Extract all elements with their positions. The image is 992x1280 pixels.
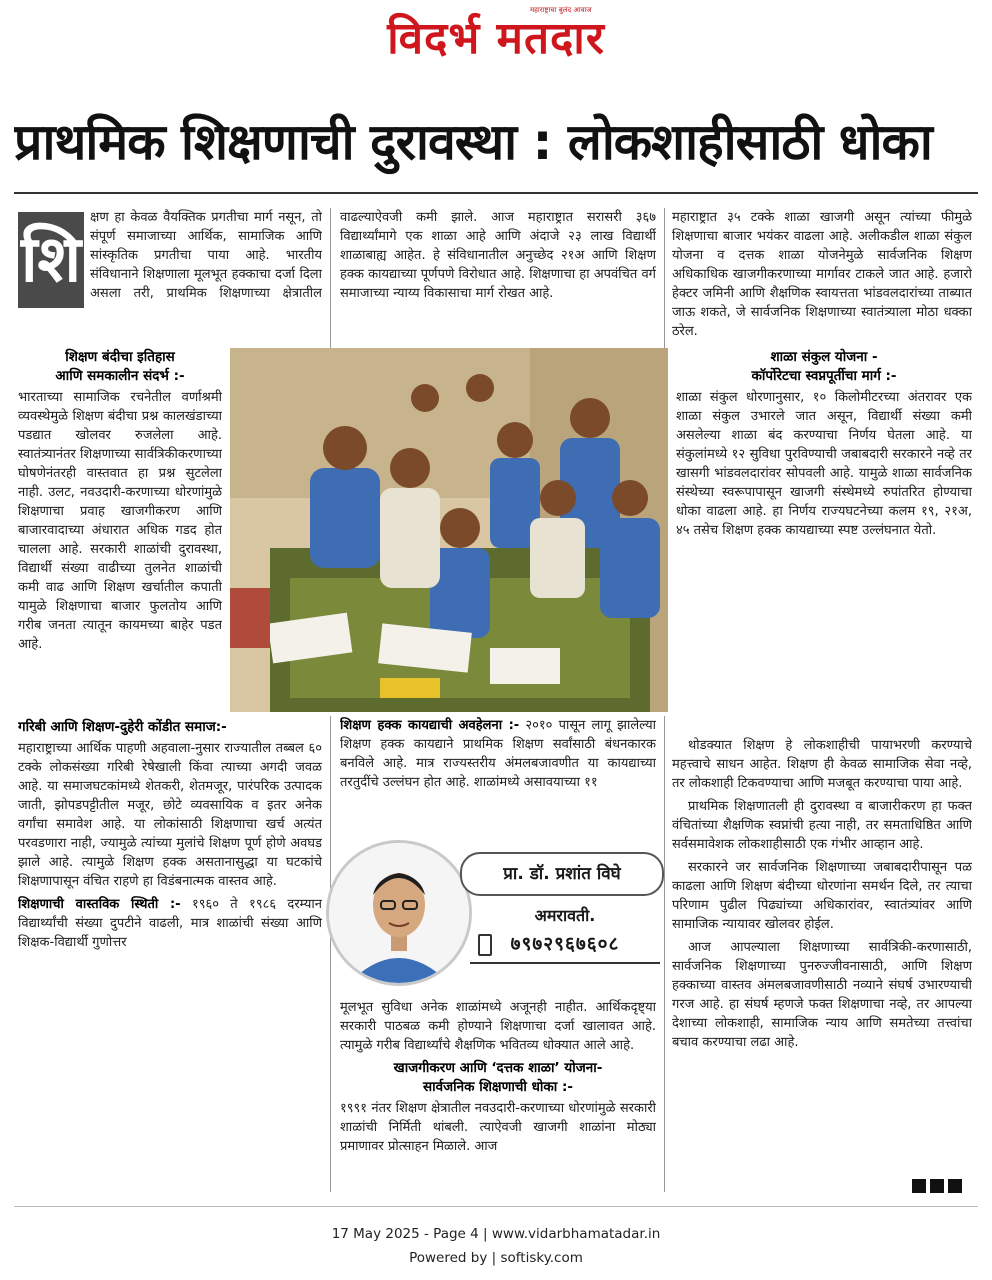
section2-text: महाराष्ट्राच्या आर्थिक पाहणी अहवाला-नुसार राज्यातील तब्बल ६० टक्के लोकसंख्या गरिबी रेषेखाली किंवा त्याच्या अगदी जवळ आहे. या समाजघटकांमध्ये शेतकरी, शेतमजूर, पारंपरिक उत्पादक जाती, झोपडपट्टीतील मजूर, छोटे व्यवसायिक व इतर अनेक वर्गांचा समावेश आहे. या लोकांसाठी शिक्षणाचा खर्च अत्यंत परवडणारा नाही, ज्यामुळे त्यांच्या मुलांचे शिक्षण पूर्ण होणे अवघड झाले आहे. त्यामुळे शिक्षण हक्क असतानासुद्धा या घटकांचे शिक्षणापासून वंचित राहणे हा विडंबनात्मक वास्तव आहे. [18,741,322,889]
footer-powered-by[interactable]: Powered by | softisky.com [409,1250,583,1266]
section4-heading: शिक्षण हक्क कायद्याची अवहेलना :- [340,718,520,733]
section3-paragraph [18,895,322,952]
section6-text: शाळा संकुल धोरणानुसार, १० किलोमीटरच्या अंतरावर एक शाळा संकुल उभारले जात असून, विद्यार्थी संख्या कमी असलेल्या शाळा बंद करण्याचा निर्णय घेतला आहे. या संकुलांमध्ये १२ सुविधा पुरविण्याची जबाबदारी सरकारने नव्हे तर खासगी भांडवलदारांवर सोपवली आहे. यामुळे शाळा सार्वजनिक संस्थेच्या स्वरूपापासून खाजगी संस्थेमध्ये रुपांतरित होण्याचा धोका वाढला आहे. हा निर्णय राज्यघटनेच्या कलम १९, २१अ, ४५ तसेच शिक्षण हक्क कायद्याच्या स्पष्ट उल्लंघनात येतो. [676,390,972,538]
author-phone: ७९७२९६७६०८ [510,933,620,955]
section5-text: १९९१ नंतर शिक्षण क्षेत्रातील नवउदारी-करणाच्या धोरणांमुळे सरकारी शाळांची निर्मिती थांबली. त्याऐवजी खाजगी शाळांना मोठ्या प्रमाणावर प्रोत्साहन मिळाले. आज [340,1101,656,1154]
masthead-tagline: महाराष्ट्राचा बुलंद आवाज [530,6,592,14]
author-name: प्रा. डॉ. प्रशांत विघे [460,852,664,896]
col1-lower [18,716,322,1184]
col2-bottom [340,998,656,1184]
conclusion-paragraph-1: थोडक्यात शिक्षण हे लोकशाहीची पायाभरणी करण्याचे महत्त्वाचे साधन आहेत. शिक्षण ही केवळ सामाजिक सेवा नव्हे, तर लोकशाही टिकवण्याचा आणि मजबूत करण्याचा पाया आहे. [672,738,972,791]
author-city: अमरावती. [534,906,596,925]
headline-rule [14,192,978,194]
newspaper-logo[interactable]: विदर्भ मतदार [387,13,605,64]
section4-text: २०१० पासून लागू झालेल्या शिक्षण हक्क कायद्याने प्राथमिक शिक्षण सर्वांसाठी बंधनकारक बनविले आहे. मात्र राज्यस्तरीय अंमलबजावणीत या कायद्याच्या तरतुदींचे उल्लंघन होत आहे. शाळांमध्ये असावयाच्या ११ [340,718,656,790]
section4-paragraph [340,716,656,792]
col3-lower [672,736,972,1176]
col2-mid [340,716,656,826]
section3-text: १९६० ते १९८६ दरम्यान विद्यार्थ्यांची संख्या दुपटीने वाढली, मात्र शाळांची संख्या आणि शिक्षक-विद्यार्थी गुणोत्तर [18,897,322,950]
section6-heading: शाळा संकुल योजना - कॉर्पोरेटचा स्वप्नपूर्तीचा मार्ग :- [751,349,897,384]
section1-text: भारताच्या सामाजिक रचनेतील वर्णाश्रमी व्यवस्थेमुळे शिक्षण बंदीचा प्रश्न कालखंडाच्या पडद्यात खोलवर रुजलेला आहे. स्वातंत्र्यानंतर शिक्षणाच्या सार्वत्रिकीकरणाच्या घोषणेनंतरही वास्तवात हा प्रश्न सुटलेला नाही. उलट, नवउदारी-करणाच्या धोरणांमुळे शिक्षणाचा प्रवाह खाजगीकरण आणि बाजारवादाच्या अंधारात अधिक गडद होत चालला आहे. सरकारी शाळांची दुरावस्था, विद्यार्थी संख्या वाढीच्या तुलनेत शाळांची कमी वाढ आणि शिक्षण खर्चातील कपाती यामुळे शिक्षणाचा बाजार फुलतोय आणि गरीब जनता त्यातून कायमच्या बाहेर पडत आहे. [18,390,222,652]
col3-top [672,208,972,346]
column-divider-2 [664,208,665,348]
conclusion-paragraph-4: आज आपल्याला शिक्षणाच्या सार्वत्रिकी-करणासाठी, सार्वजनिक शिक्षणाच्या पुनरुज्जीवनासाठी, आणि शिक्षण हक्काच्या वास्तव अंमलबजावणीसाठी नव्याने संघर्ष उभारण्याची गरज आहे. हा संघर्ष म्हणजे फक्त शिक्षणाचा नव्हे, तर आपल्या देशाच्या लोकशाही, सामाजिक न्याय आणि समतेच्या तत्त्वांचा बचाव करण्याचा लढा आहे. [672,940,972,1050]
section3-heading: शिक्षणाची वास्तविक स्थिती :- [18,897,181,912]
author-photo [326,840,472,986]
col3-top-text: महाराष्ट्रात ३५ टक्के शाळा खाजगी असून त्यांच्या फीमुळे शिक्षणाचा बाजार भयंकर वाढला आहे. अलीकडील शाळा संकुल योजना व दत्तक शाळा योजनेमुळे सार्वजनिक शिक्षण अधिकाधिक खाजगीकरणाच्या मार्गावर टाकले जात आहे. हजारो हेक्टर जमिनी आणि शैक्षणिक स्वायत्तता भांडवलदारांच्या ताब्यात जाऊ शकते, जे सार्वजनिक शिक्षणाच्या स्वातंत्र्याला मोठा धक्का ठरेल. [672,210,972,339]
column-divider-1 [330,208,331,348]
col1-narrow [18,346,222,708]
col1-intro [90,208,322,304]
col3-narrow [676,346,972,716]
intro-text: क्षण हा केवळ वैयक्तिक प्रगतीचा मार्ग नसून, तो संपूर्ण समाजाच्या आर्थिक, सामाजिक आणि सांस्कृतिक प्रगतीचा पाया आहे. भारतीय संविधानाने शिक्षणाला मूलभूत हक्काचा दर्जा दिला असला तरी, प्राथमिक शिक्षणाच्या क्षेत्रातील [90,210,322,301]
section2-heading: गरिबी आणि शिक्षण-दुहेरी कोंडीत समाज:- [18,719,227,735]
section1-heading: शिक्षण बंदीचा इतिहास आणि समकालीन संदर्भ :- [55,349,185,384]
masthead [0,0,992,92]
classroom-photo [230,348,668,712]
dropcap: शि [18,212,84,308]
section5-heading: खाजगीकरण आणि ‘दत्तक शाळा’ योजना- सार्वजनिक शिक्षणाची धोका :- [393,1060,603,1095]
col2-bottom-text: मूलभूत सुविधा अनेक शाळांमध्ये अजूनही नाहीत. आर्थिकदृष्ट्या सरकारी पाठबळ कमी होण्याने शिक्षणाचा दर्जा खालावत आहे. त्यामुळे गरीब विद्यार्थ्यांचे शैक्षणिक भवितव्य धोक्यात आले आहे. [340,1000,656,1053]
footer-date-page-url[interactable]: 17 May 2025 - Page 4 | www.vidarbhamatadar.in [331,1226,661,1242]
author-box [320,832,670,996]
conclusion-paragraph-3: सरकारने जर सार्वजनिक शिक्षणाच्या जबाबदारीपासून पळ काढला आणि शिक्षण बंदीच्या धोरणांना समर्थन दिले, तर त्याचा परिणाम पुढील पिढ्यांच्या अधिकारांवर, स्वातंत्र्यांवर आणि सामाजिक न्यायावर खोलवर होईल. [672,860,972,932]
author-rule [470,962,660,964]
col2-top-text: वाढल्याऐवजी कमी झाले. आज महाराष्ट्रात सरासरी ३६७ विद्यार्थ्यांमागे एक शाळा आहे आणि अंदाजे २३ लाख विद्यार्थी शाळाबाह्य आहेत. हे संविधानातील अनुच्छेद २१अ आणि शिक्षण हक्क कायद्याच्या पूर्णपणे विरोधात आहे. शिक्षणाचा हा अपवंचित वर्ग समाजाच्या न्याय्य विकासाचा मार्ग रोखत आहे. [340,210,656,301]
intro-paragraph-top [90,208,322,304]
footer-rule [14,1206,978,1207]
col2-top [340,208,656,344]
article-end-mark [912,1178,966,1194]
article-headline: प्राथमिक शिक्षणाची दुरावस्था : लोकशाहीसाठी धोका [14,113,932,171]
conclusion-paragraph-2: प्राथमिक शिक्षणातली ही दुरावस्था व बाजारीकरण हा फक्त वंचितांच्या शैक्षणिक स्वप्नांची हत्या नाही, तर समताधिष्ठित आणि सर्वसमावेशक लोकशाहीसाठी एक गंभीर आव्हान आहे. [672,799,972,852]
